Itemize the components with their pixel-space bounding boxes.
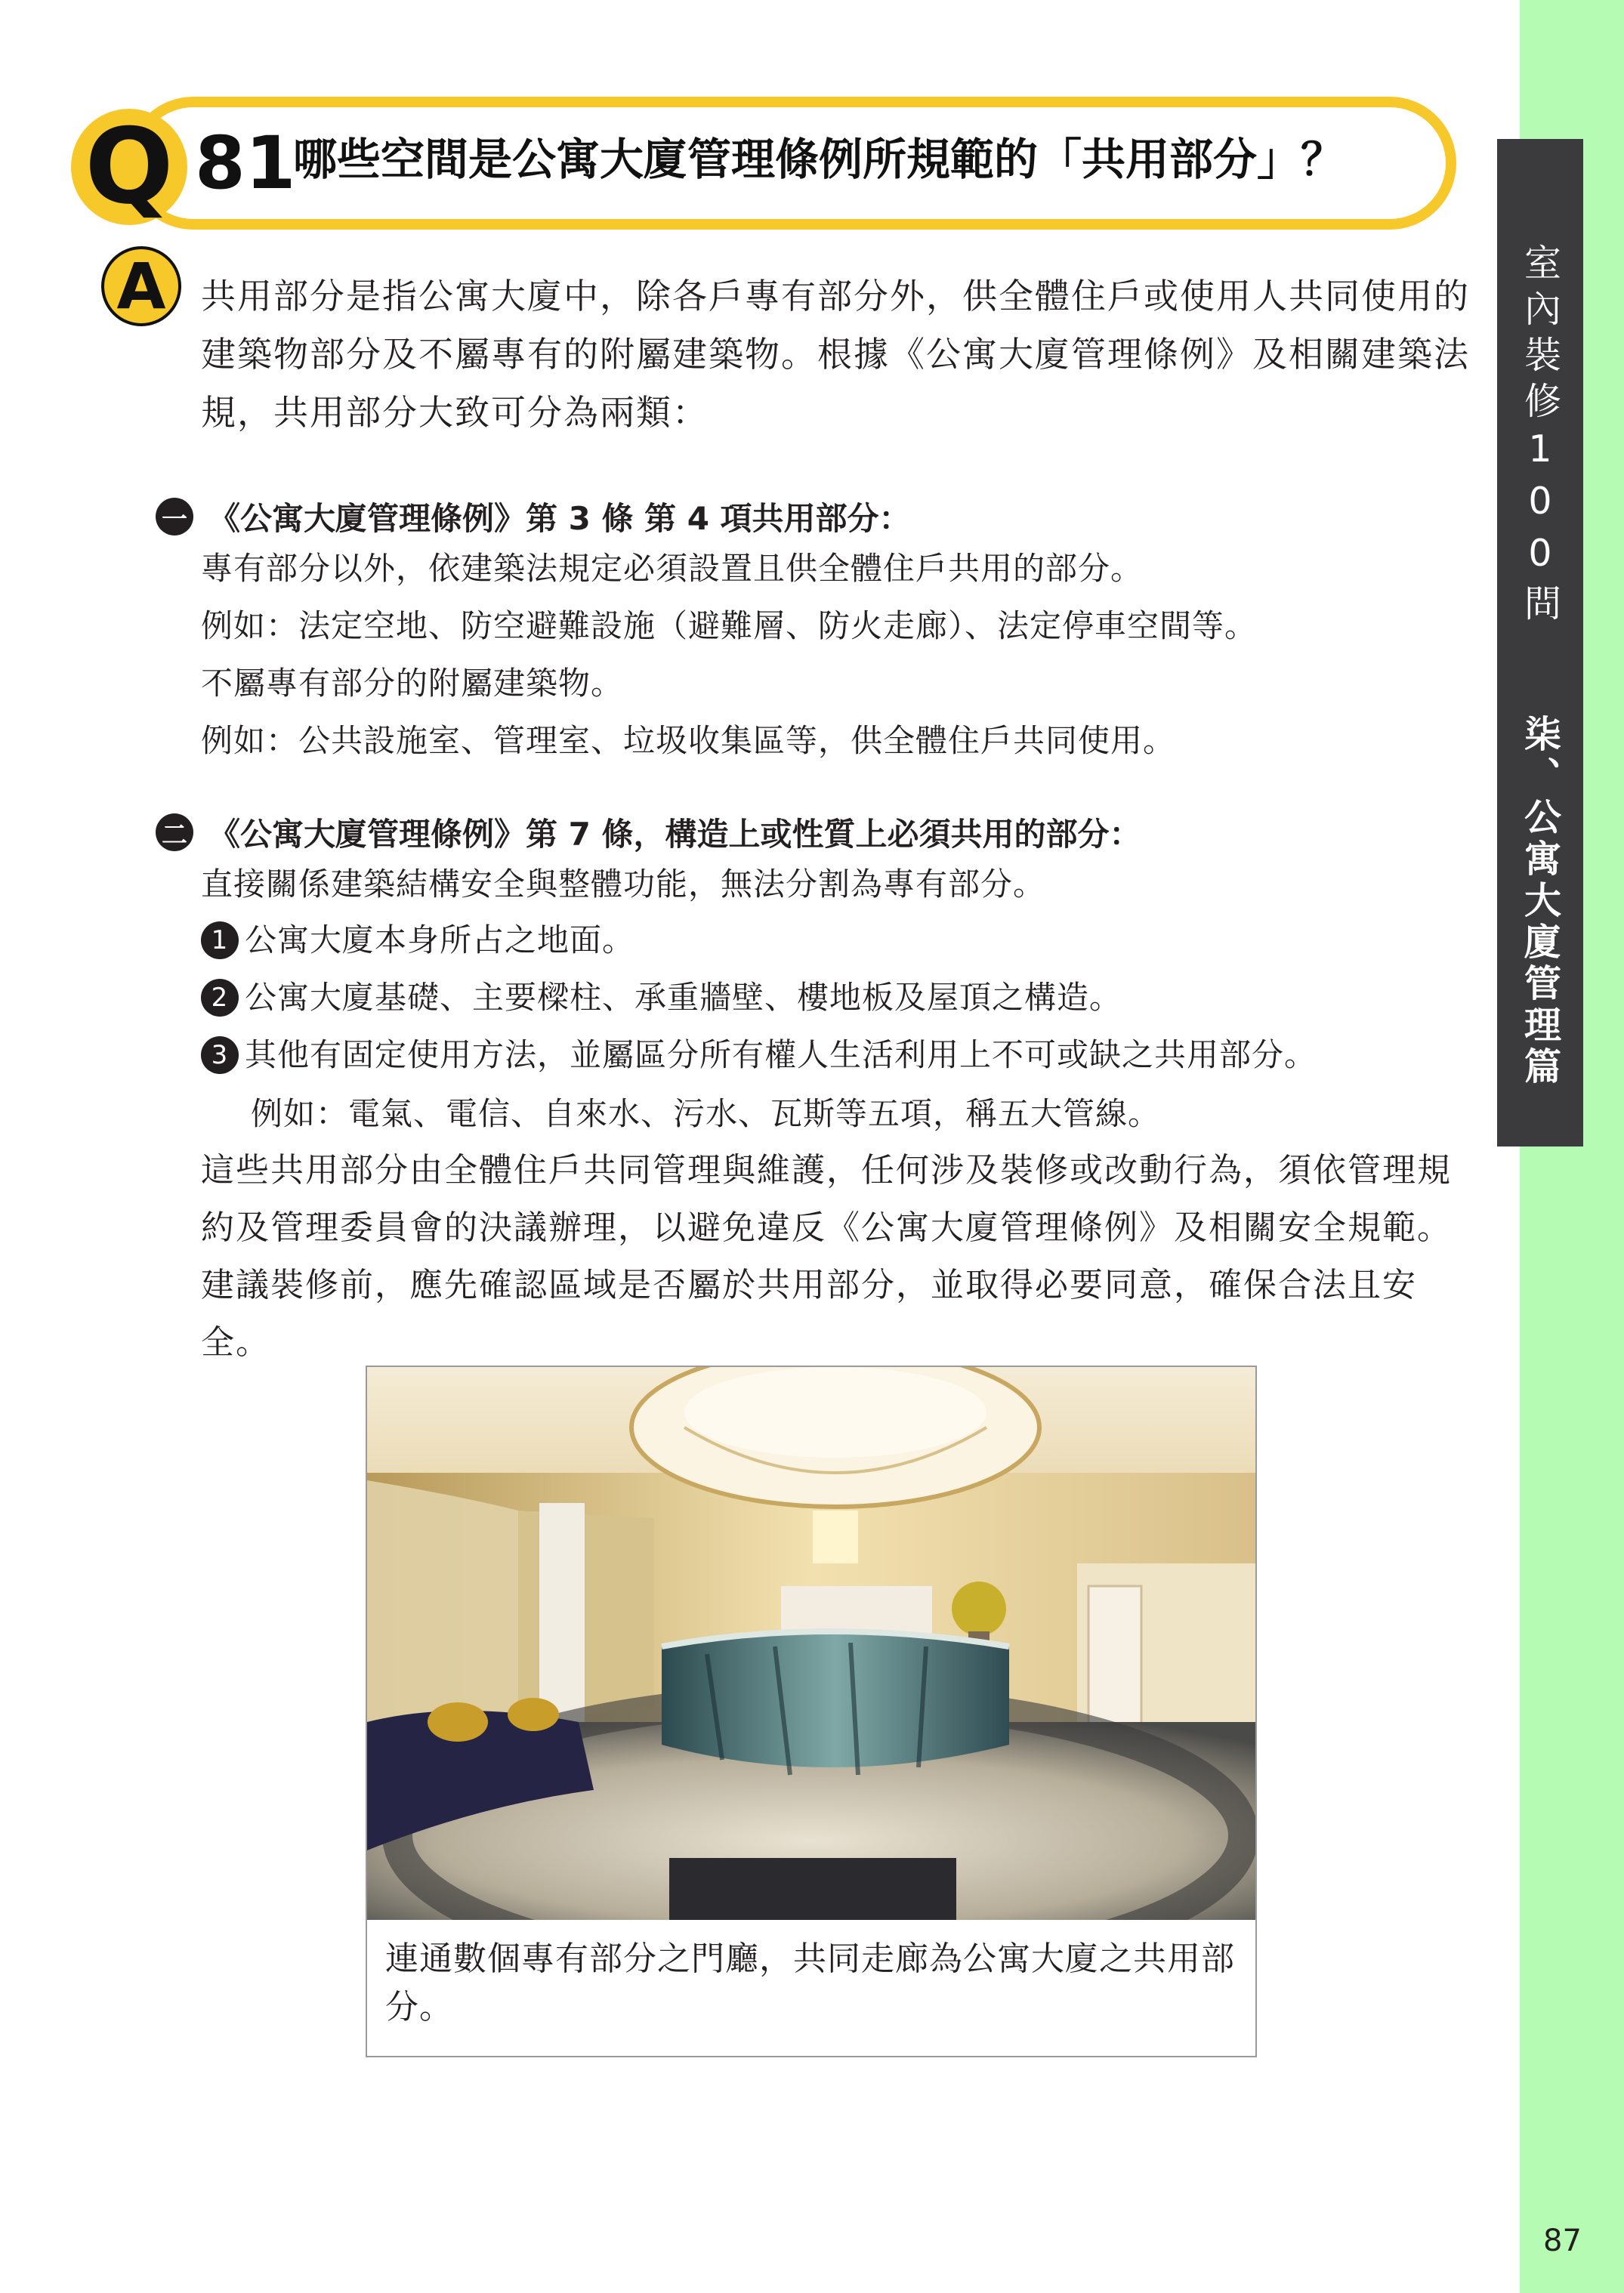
section-2-heading <box>156 810 1141 855</box>
question-title: 哪些空間是公寓大廈管理條例所規範的「共用部分」？ <box>293 134 1345 185</box>
item-number-badge: 1 <box>201 921 239 959</box>
section-1-line: 不屬專有部分的附屬建築物。 <box>201 665 624 702</box>
side-chapter-tab <box>1497 139 1583 1146</box>
item-text: 公寓大廈基礎、主要樑柱、承重牆壁、樓地板及屋頂之構造。 <box>245 979 1122 1016</box>
section-2-badge: 二 <box>156 813 193 851</box>
section-2-item <box>201 979 1122 1017</box>
item-number-badge: 2 <box>201 979 239 1017</box>
photo-figure <box>366 1366 1257 2057</box>
lobby-photo <box>367 1367 1255 1920</box>
closing-paragraph: 這些共用部分由全體住戶共同管理與維護，任何涉及裝修或改動行為，須依管理規約及管理委員會的決議辦理，以避免違反《公寓大廈管理條例》及相關安全規範。建議裝修前，應先確認區域是否屬於共用部分，並取得必要同意，確保合法且安全。 <box>201 1151 1452 1362</box>
item-text: 公寓大廈本身所占之地面。 <box>245 921 635 958</box>
chapter-title: 柒、公寓大廈管理篇 <box>1518 714 1562 1088</box>
photo-caption: 連通數個專有部分之門廳，共同走廊為公寓大廈之共用部分。 <box>385 1940 1235 2026</box>
answer-intro: 共用部分是指公寓大廈中，除各戶專有部分外，供全體住戶或使用人共同使用的建築物部分及不屬專有的附屬建築物。根據《公寓大廈管理條例》及相關建築法規，共用部分大致可分為兩類： <box>201 276 1470 433</box>
page-number: 87 <box>1543 2224 1582 2258</box>
item-text: 其他有固定使用方法，並屬區分所有權人生活利用上不可或缺之共用部分。 <box>245 1036 1317 1073</box>
section-1-title: 《公寓大廈管理條例》第 3 條 第 4 項共用部分： <box>208 500 911 537</box>
question-badge: Q <box>71 109 187 225</box>
question-number: 81 <box>195 121 296 205</box>
section-2-item <box>201 1036 1317 1074</box>
section-2-intro: 直接關係建築結構安全與整體功能，無法分割為專有部分。 <box>201 866 1046 903</box>
section-1-badge: 一 <box>156 498 193 535</box>
section-2-title: 《公寓大廈管理條例》第 7 條，構造上或性質上必須共用的部分： <box>208 816 1141 853</box>
answer-badge: A <box>101 246 181 326</box>
section-1-line: 例如：公共設施室、管理室、垃圾收集區等，供全體住戶共同使用。 <box>201 722 1176 759</box>
book-series-title: 室內裝修100問 <box>1518 243 1562 630</box>
section-2-item <box>201 921 634 959</box>
section-1-line: 例如：法定空地、防空避難設施（避難層、防火走廊）、法定停車空間等。 <box>201 607 1258 644</box>
section-1-heading <box>156 494 911 539</box>
item-number-badge: 3 <box>201 1036 239 1074</box>
section-1-line: 專有部分以外，依建築法規定必須設置且供全體住戶共用的部分。 <box>201 550 1144 587</box>
section-2-example: 例如：電氣、電信、自來水、污水、瓦斯等五項，稱五大管線。 <box>251 1095 1161 1132</box>
